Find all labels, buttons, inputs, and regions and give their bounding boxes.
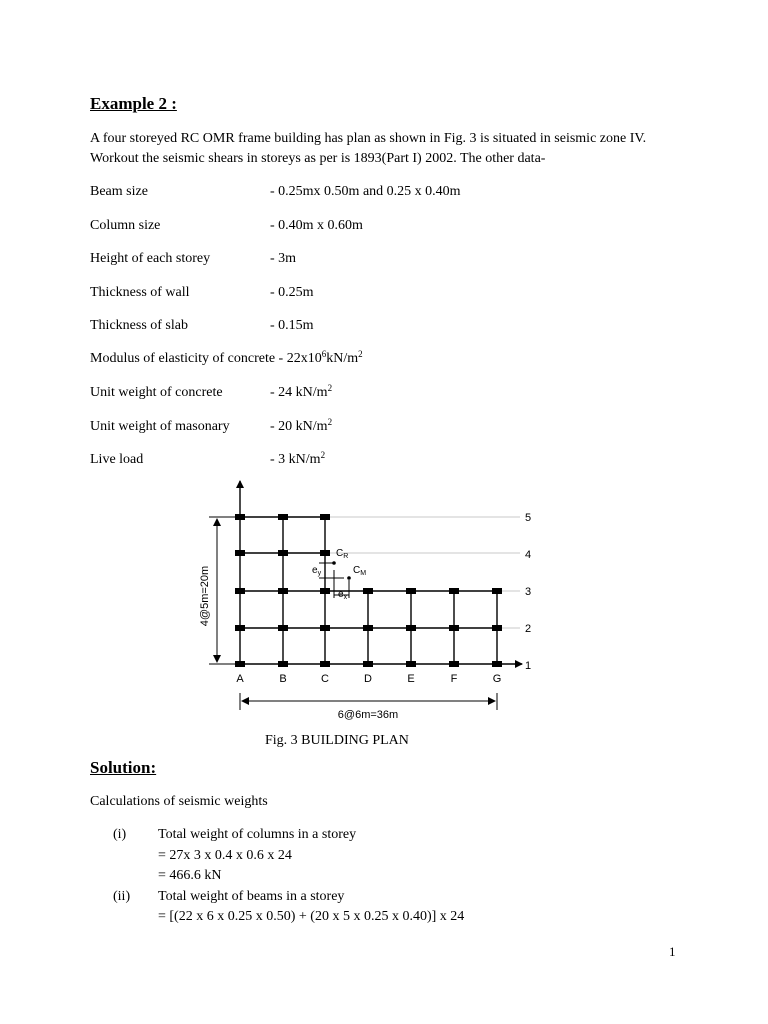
solution-heading: Solution: (90, 758, 157, 777)
column-c5 (320, 514, 330, 520)
data-value-wall-thickness: - 0.25m (270, 285, 314, 300)
page-number: 1 (669, 944, 676, 959)
column-f2 (449, 625, 459, 631)
column-label-a: A (236, 673, 244, 685)
column-c1 (320, 661, 330, 667)
data-label-beam-size: Beam size (90, 184, 148, 199)
column-labels (236, 673, 501, 685)
center-of-mass-point (347, 576, 351, 580)
column-f3 (449, 588, 459, 594)
ex-label: $e_x$ (338, 589, 348, 601)
ey-label: $e_y$ (312, 565, 322, 577)
column-c2 (320, 625, 330, 631)
vertical-dimension-label: 4@5m=20m (199, 565, 211, 627)
item-i-line-2: = 27x 3 x 0.4 x 0.6 x 24 (158, 848, 292, 863)
concrete-weight-text: - 24 kN/m (270, 385, 328, 400)
modulus-unit: kN/m (326, 351, 359, 366)
center-of-rigidity-label: $C_R$ (336, 548, 349, 560)
item-ii-line-1: Total weight of beams in a storey (158, 889, 345, 904)
live-load-text: - 3 kN/m (270, 452, 321, 467)
column-a4 (235, 550, 245, 556)
vertical-dimension (199, 517, 236, 664)
column-e1 (406, 661, 416, 667)
column-d1 (363, 661, 373, 667)
column-a5 (235, 514, 245, 520)
data-label-masonry-weight: Unit weight of masonary (90, 419, 230, 434)
data-value-storey-height: - 3m (270, 251, 297, 266)
column-e2 (406, 625, 416, 631)
row-label-1: 1 (525, 660, 532, 672)
row-labels (525, 512, 531, 672)
modulus-exponent: 6 (321, 349, 327, 359)
example-title: Example 2 : (90, 94, 177, 113)
column-label-e: E (407, 673, 415, 685)
concrete-weight-exponent: 2 (327, 383, 333, 393)
column-g2 (492, 625, 502, 631)
column-c3 (320, 588, 330, 594)
item-ii-line-2: = [(22 x 6 x 0.25 x 0.50) + (20 x 5 x 0.25 x 0.40)] x 24 (158, 909, 465, 924)
data-label-slab-thickness: Thickness of slab (90, 318, 188, 333)
row-label-4: 4 (525, 549, 532, 561)
row-label-2: 2 (525, 623, 532, 635)
column-label-d: D (364, 673, 372, 685)
live-load-exponent: 2 (320, 450, 326, 460)
modulus-text: Modulus of elasticity of concrete - 22x10 (90, 351, 322, 366)
item-number-i: (i) (113, 827, 127, 842)
data-value-slab-thickness: - 0.15m (270, 318, 314, 333)
masonry-weight-exponent: 2 (327, 417, 333, 427)
row-label-3: 3 (525, 586, 532, 598)
column-b3 (278, 588, 288, 594)
column-a2 (235, 625, 245, 631)
row-label-5: 5 (525, 512, 532, 524)
item-i-line-3: = 466.6 kN (158, 868, 222, 883)
column-b1 (278, 661, 288, 667)
data-label-live-load: Live load (90, 452, 144, 467)
masonry-weight-text: - 20 kN/m (270, 419, 328, 434)
modulus-unit-exponent: 2 (358, 349, 363, 359)
horizontal-dimension (240, 693, 497, 721)
solution-subheading: Calculations of seismic weights (90, 794, 268, 809)
column-b2 (278, 625, 288, 631)
grid-lines-vertical (240, 481, 497, 664)
column-d3 (363, 588, 373, 594)
data-label-column-size: Column size (90, 218, 161, 233)
column-e3 (406, 588, 416, 594)
column-label-g: G (492, 673, 502, 685)
column-c4 (320, 550, 330, 556)
horizontal-dimension-label: 6@6m=36m (337, 709, 399, 721)
column-d2 (363, 625, 373, 631)
column-b4 (278, 550, 288, 556)
column-label-c: C (321, 673, 329, 685)
problem-statement: A four storeyed RC OMR frame building has plan as shown in Fig. 3 is situated in seismic zone IV. Workout the seismic shears in storeys as per is 1893(Part I) 2002. The other data- (90, 131, 647, 166)
column-g3 (492, 588, 502, 594)
column-a3 (235, 588, 245, 594)
data-label-wall-thickness: Thickness of wall (90, 285, 190, 300)
data-label-concrete-weight: Unit weight of concrete (90, 385, 223, 400)
column-a1 (235, 661, 245, 667)
item-i-line-1: Total weight of columns in a storey (158, 827, 357, 842)
column-label-b: B (279, 673, 287, 685)
figure-caption: Fig. 3 BUILDING PLAN (265, 733, 409, 748)
column-f1 (449, 661, 459, 667)
column-g1 (492, 661, 502, 667)
data-value-column-size: - 0.40m x 0.60m (270, 218, 363, 233)
column-label-f: F (450, 673, 458, 685)
data-label-storey-height: Height of each storey (90, 251, 211, 266)
item-number-ii: (ii) (113, 889, 131, 904)
center-of-mass-label: $C_M$ (353, 565, 367, 577)
data-value-beam-size: - 0.25mx 0.50m and 0.25 x 0.40m (270, 184, 461, 199)
column-b5 (278, 514, 288, 520)
